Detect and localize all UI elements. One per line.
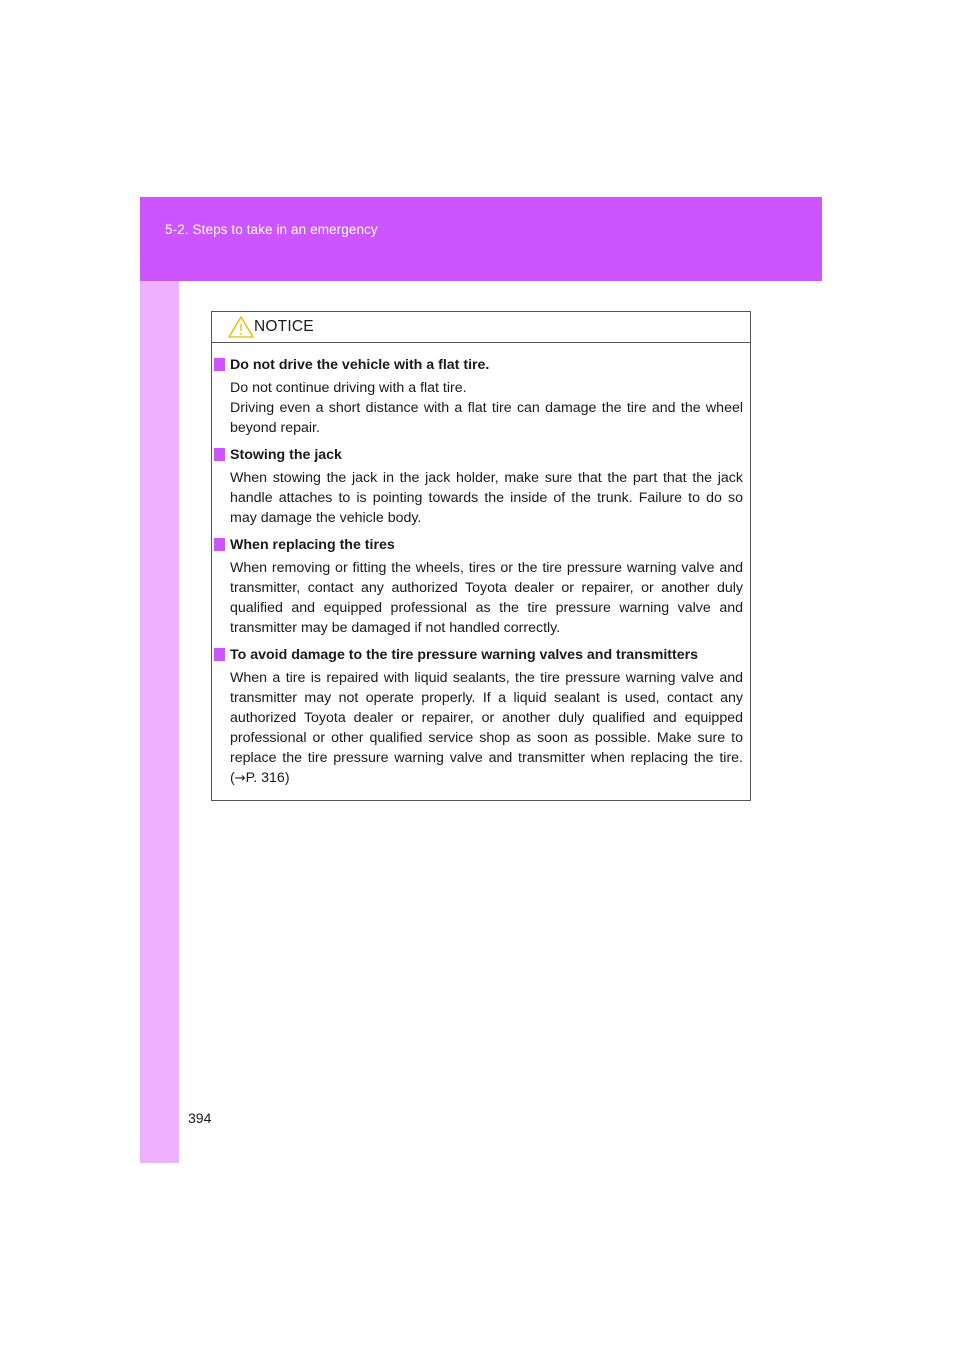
page-number: 394 xyxy=(188,1110,212,1126)
page-reference-link[interactable]: P. 316) xyxy=(245,770,290,786)
side-strip xyxy=(140,281,179,1163)
bullet-icon xyxy=(214,538,225,551)
notice-content xyxy=(212,348,750,789)
warning-triangle-icon xyxy=(228,316,254,338)
notice-heading-stowing-jack: Stowing the jack xyxy=(212,445,750,465)
notice-heading-flat-tire: Do not drive the vehicle with a flat tire. xyxy=(212,355,750,375)
arrow-right-icon: → xyxy=(234,771,246,786)
notice-header xyxy=(212,312,750,343)
notice-body-replacing-tires: When removing or fitting the wheels, tires or the tire pressure warning valve and transmitter, contact any authorized Toyota dealer or repairer, or another duly qualified and equipped professional as the tire pressure warning valve and transmitter may be damaged if not handled correctly. xyxy=(230,560,743,636)
bullet-icon xyxy=(214,448,225,461)
header-band xyxy=(140,197,822,281)
section-title: 5-2. Steps to take in an emergency xyxy=(165,222,378,237)
notice-body-stowing-jack: When stowing the jack in the jack holder, make sure that the part that the jack handle attaches to is pointing towards the inside of the trunk. Failure to do so may damage the vehicle body. xyxy=(230,470,743,526)
notice-title: NOTICE xyxy=(254,318,314,335)
notice-body-valves-transmitters: When a tire is repaired with liquid sealants, the tire pressure warning valve and transmitter may not operate properly. If a liquid sealant is used, contact any authorized Toyota dealer or repairer, or another duly qualified and equipped professional or other qualified service shop as soon as possible. Make sure to replace the tire pressure warning valve and transmitter when replacing the tire. (→P. 316) xyxy=(230,670,743,786)
notice-body-flat-tire: Do not continue driving with a flat tire. Driving even a short distance with a flat tire can damage the tire and the wheel beyond repair. xyxy=(230,380,743,436)
notice-box xyxy=(211,311,751,801)
bullet-icon xyxy=(214,358,225,371)
notice-heading-valves-transmitters: To avoid damage to the tire pressure warning valves and transmitters xyxy=(212,645,750,665)
notice-heading-replacing-tires: When replacing the tires xyxy=(212,535,750,555)
bullet-icon xyxy=(214,648,225,661)
